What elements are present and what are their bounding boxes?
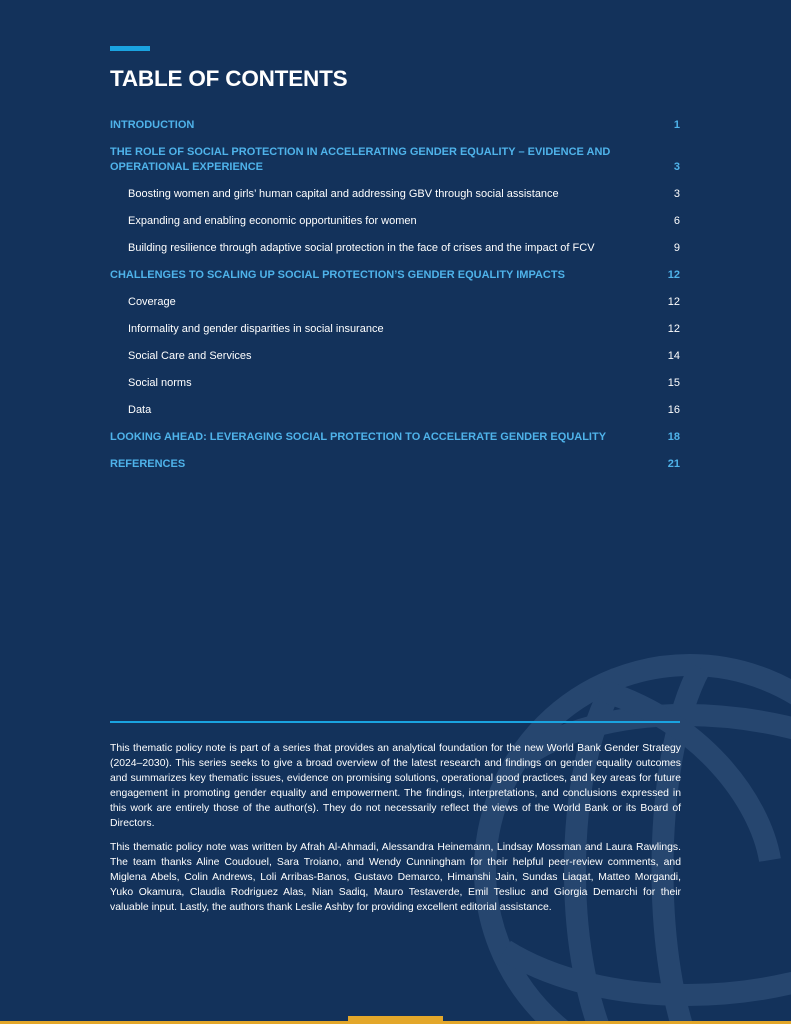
- toc-page-number: 15: [667, 377, 680, 389]
- toc-entry-label: Data: [128, 404, 152, 416]
- toc-page-number: 12: [667, 296, 680, 308]
- toc-page-number: 9: [673, 242, 680, 254]
- divider-rule: [110, 721, 680, 723]
- toc-subsection-entry[interactable]: [110, 349, 680, 364]
- toc-page-number: 14: [667, 350, 680, 362]
- toc-entry-label: REFERENCES: [110, 458, 186, 470]
- policy-note-text: [110, 741, 681, 923]
- toc-entry-label: CHALLENGES TO SCALING UP SOCIAL PROTECTION’S GENDER EQUALITY IMPACTS: [110, 269, 565, 281]
- toc-page-number: 3: [673, 188, 680, 200]
- toc-subsection-entry[interactable]: [110, 241, 680, 256]
- toc-entry-label: THE ROLE OF SOCIAL PROTECTION IN ACCELERATING GENDER EQUALITY – EVIDENCE AND OPERATIONAL EXPERIENCE: [110, 146, 611, 173]
- toc-entry-label: Social Care and Services: [128, 350, 252, 362]
- toc-entry-label: Boosting women and girls’ human capital and addressing GBV through social assistance: [128, 188, 559, 200]
- toc-subsection-entry[interactable]: [110, 214, 680, 229]
- toc-section-entry[interactable]: [110, 145, 680, 175]
- toc-page-number: 18: [667, 431, 680, 443]
- toc-section-entry[interactable]: [110, 430, 680, 445]
- toc-entry-label: INTRODUCTION: [110, 119, 195, 131]
- toc-page-number: 12: [667, 323, 680, 335]
- toc-section-entry[interactable]: [110, 118, 680, 133]
- toc-page-number: 12: [667, 269, 680, 281]
- toc-subsection-entry[interactable]: [110, 376, 680, 391]
- toc-entry-label: Informality and gender disparities in social insurance: [128, 323, 384, 335]
- toc-entry-label: Building resilience through adaptive social protection in the face of crises and the impact of FCV: [128, 242, 595, 254]
- title-accent-bar: [110, 46, 150, 51]
- page-title: TABLE OF CONTENTS: [110, 66, 348, 91]
- toc-section-entry[interactable]: [110, 457, 680, 472]
- toc-page-number: 6: [673, 215, 680, 227]
- toc-section-entry[interactable]: [110, 268, 680, 283]
- footer-gold-tab: [348, 1016, 443, 1024]
- toc-subsection-entry[interactable]: [110, 187, 680, 202]
- series-description-paragraph: This thematic policy note is part of a series that provides an analytical foundation for the new World Bank Gender Strategy (2024–2030). This series seeks to give a broad overview of the latest research and findings on gender equality outcomes and summarizes key thematic issues, evidence on promising solutions, operational good practices, and key areas for future engagement in promoting gender equality and empowerment. The findings, interpretations, and conclusions expressed in this work are entirely those of the author(s). They do not necessarily reflect the views of the World Bank or its Board of Directors.: [110, 743, 681, 830]
- toc-page-number: 16: [667, 404, 680, 416]
- toc-page-number: 3: [673, 161, 680, 173]
- acknowledgements-paragraph: This thematic policy note was written by Afrah Al-Ahmadi, Alessandra Heinemann, Lindsay Mossman and Laura Rawlings. The team thanks Aline Coudouel, Sara Troiano, and Wendy Cunningham for their helpful peer-review comments, and Miglena Abels, Colin Andrews, Loli Arribas-Banos, Gustavo Demarco, Himanshi Jain, Sundas Liaqat, Matteo Morgandi, Yuko Okamura, Claudia Rodriguez Alas, Nian Sadiq, Mauro Testaverde, Emil Tesliuc and Giorgia Demarchi for their valuable input. Lastly, the authors thank Leslie Ashby for providing excellent editorial assistance.: [110, 841, 681, 913]
- toc-page-number: 1: [673, 119, 680, 131]
- table-of-contents: [110, 118, 680, 484]
- toc-page-number: 21: [667, 458, 680, 470]
- toc-entry-label: Coverage: [128, 296, 176, 308]
- toc-entry-label: Expanding and enabling economic opportunities for women: [128, 215, 417, 227]
- toc-subsection-entry[interactable]: [110, 322, 680, 337]
- toc-entry-label: Social norms: [128, 377, 192, 389]
- toc-entry-label: LOOKING AHEAD: LEVERAGING SOCIAL PROTECTION TO ACCELERATE GENDER EQUALITY: [110, 431, 607, 443]
- toc-subsection-entry[interactable]: [110, 295, 680, 310]
- toc-subsection-entry[interactable]: [110, 403, 680, 418]
